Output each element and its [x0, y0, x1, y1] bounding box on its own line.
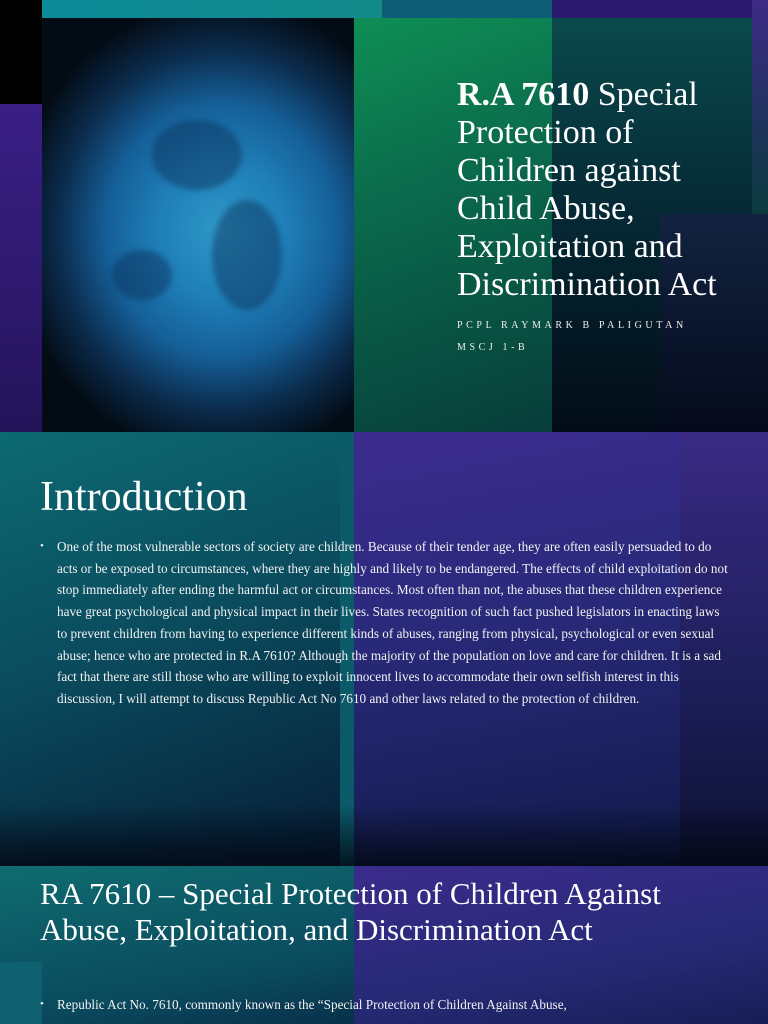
- watercolor-image: [42, 0, 354, 432]
- bullet-dot-icon: •: [40, 998, 44, 1010]
- bullet-text: Republic Act No. 7610, commonly known as the “Special Protection of Children Against Abuse,: [57, 997, 567, 1012]
- introduction-title: Introduction: [40, 474, 248, 520]
- introduction-body: [40, 536, 730, 710]
- decor-strip-blue: [382, 0, 552, 18]
- title-bold-part: R.A 7610: [457, 76, 590, 113]
- decor-strip-purple: [552, 0, 752, 18]
- introduction-slide: [0, 432, 768, 866]
- title-rest-part: Special Protection of Children against Child Abuse, Exploitation and Discrimination Act: [457, 76, 717, 303]
- ra7610-body: [40, 994, 740, 1016]
- decor-strip-teal: [42, 0, 382, 18]
- ra7610-slide: [0, 866, 768, 1024]
- bullet-item: [40, 994, 740, 1016]
- title-slide: [0, 0, 768, 432]
- decor-block-purple-left: [0, 104, 42, 432]
- bullet-text: One of the most vulnerable sectors of society are children. Because of their tender age, they are often easily persuaded to do acts or be exposed to circumstances, where they are highly and likely to be endangered. The effects of child exploitation do not stop immediately after ending the harmful act or circumstances. Most often than not, the abuses that these children experience have great psychological and physical impact in their lives. States recognition of such fact pushed legislators in enacting laws to prevent children from having to experience different kinds of abuses, ranging from physical, psychological or even sexual abuse; hence who are protected in R.A 7610? Although the majority of the population on love and care for children. It is a sad fact that there are still those who are willing to exploit innocent lives to accommodate their own selfish interest in this discussion, I will attempt to discuss Republic Act No 7610 and other laws related to the protection of children.: [57, 539, 728, 706]
- decor-strip-left: [0, 962, 42, 1024]
- bullet-item: [40, 536, 730, 710]
- author-name: PCPL RAYMARK B PALIGUTAN: [457, 320, 687, 331]
- bullet-dot-icon: •: [40, 540, 44, 552]
- class-section: MSCJ 1-B: [457, 342, 529, 353]
- slide1-title: [457, 76, 757, 304]
- decor-block-black: [0, 0, 42, 104]
- ra7610-title: RA 7610 – Special Protection of Children Against Abuse, Exploitation, and Discrimination Act: [40, 876, 661, 947]
- decor-shade-bottom: [0, 804, 768, 866]
- slide1-title-block: [457, 76, 757, 304]
